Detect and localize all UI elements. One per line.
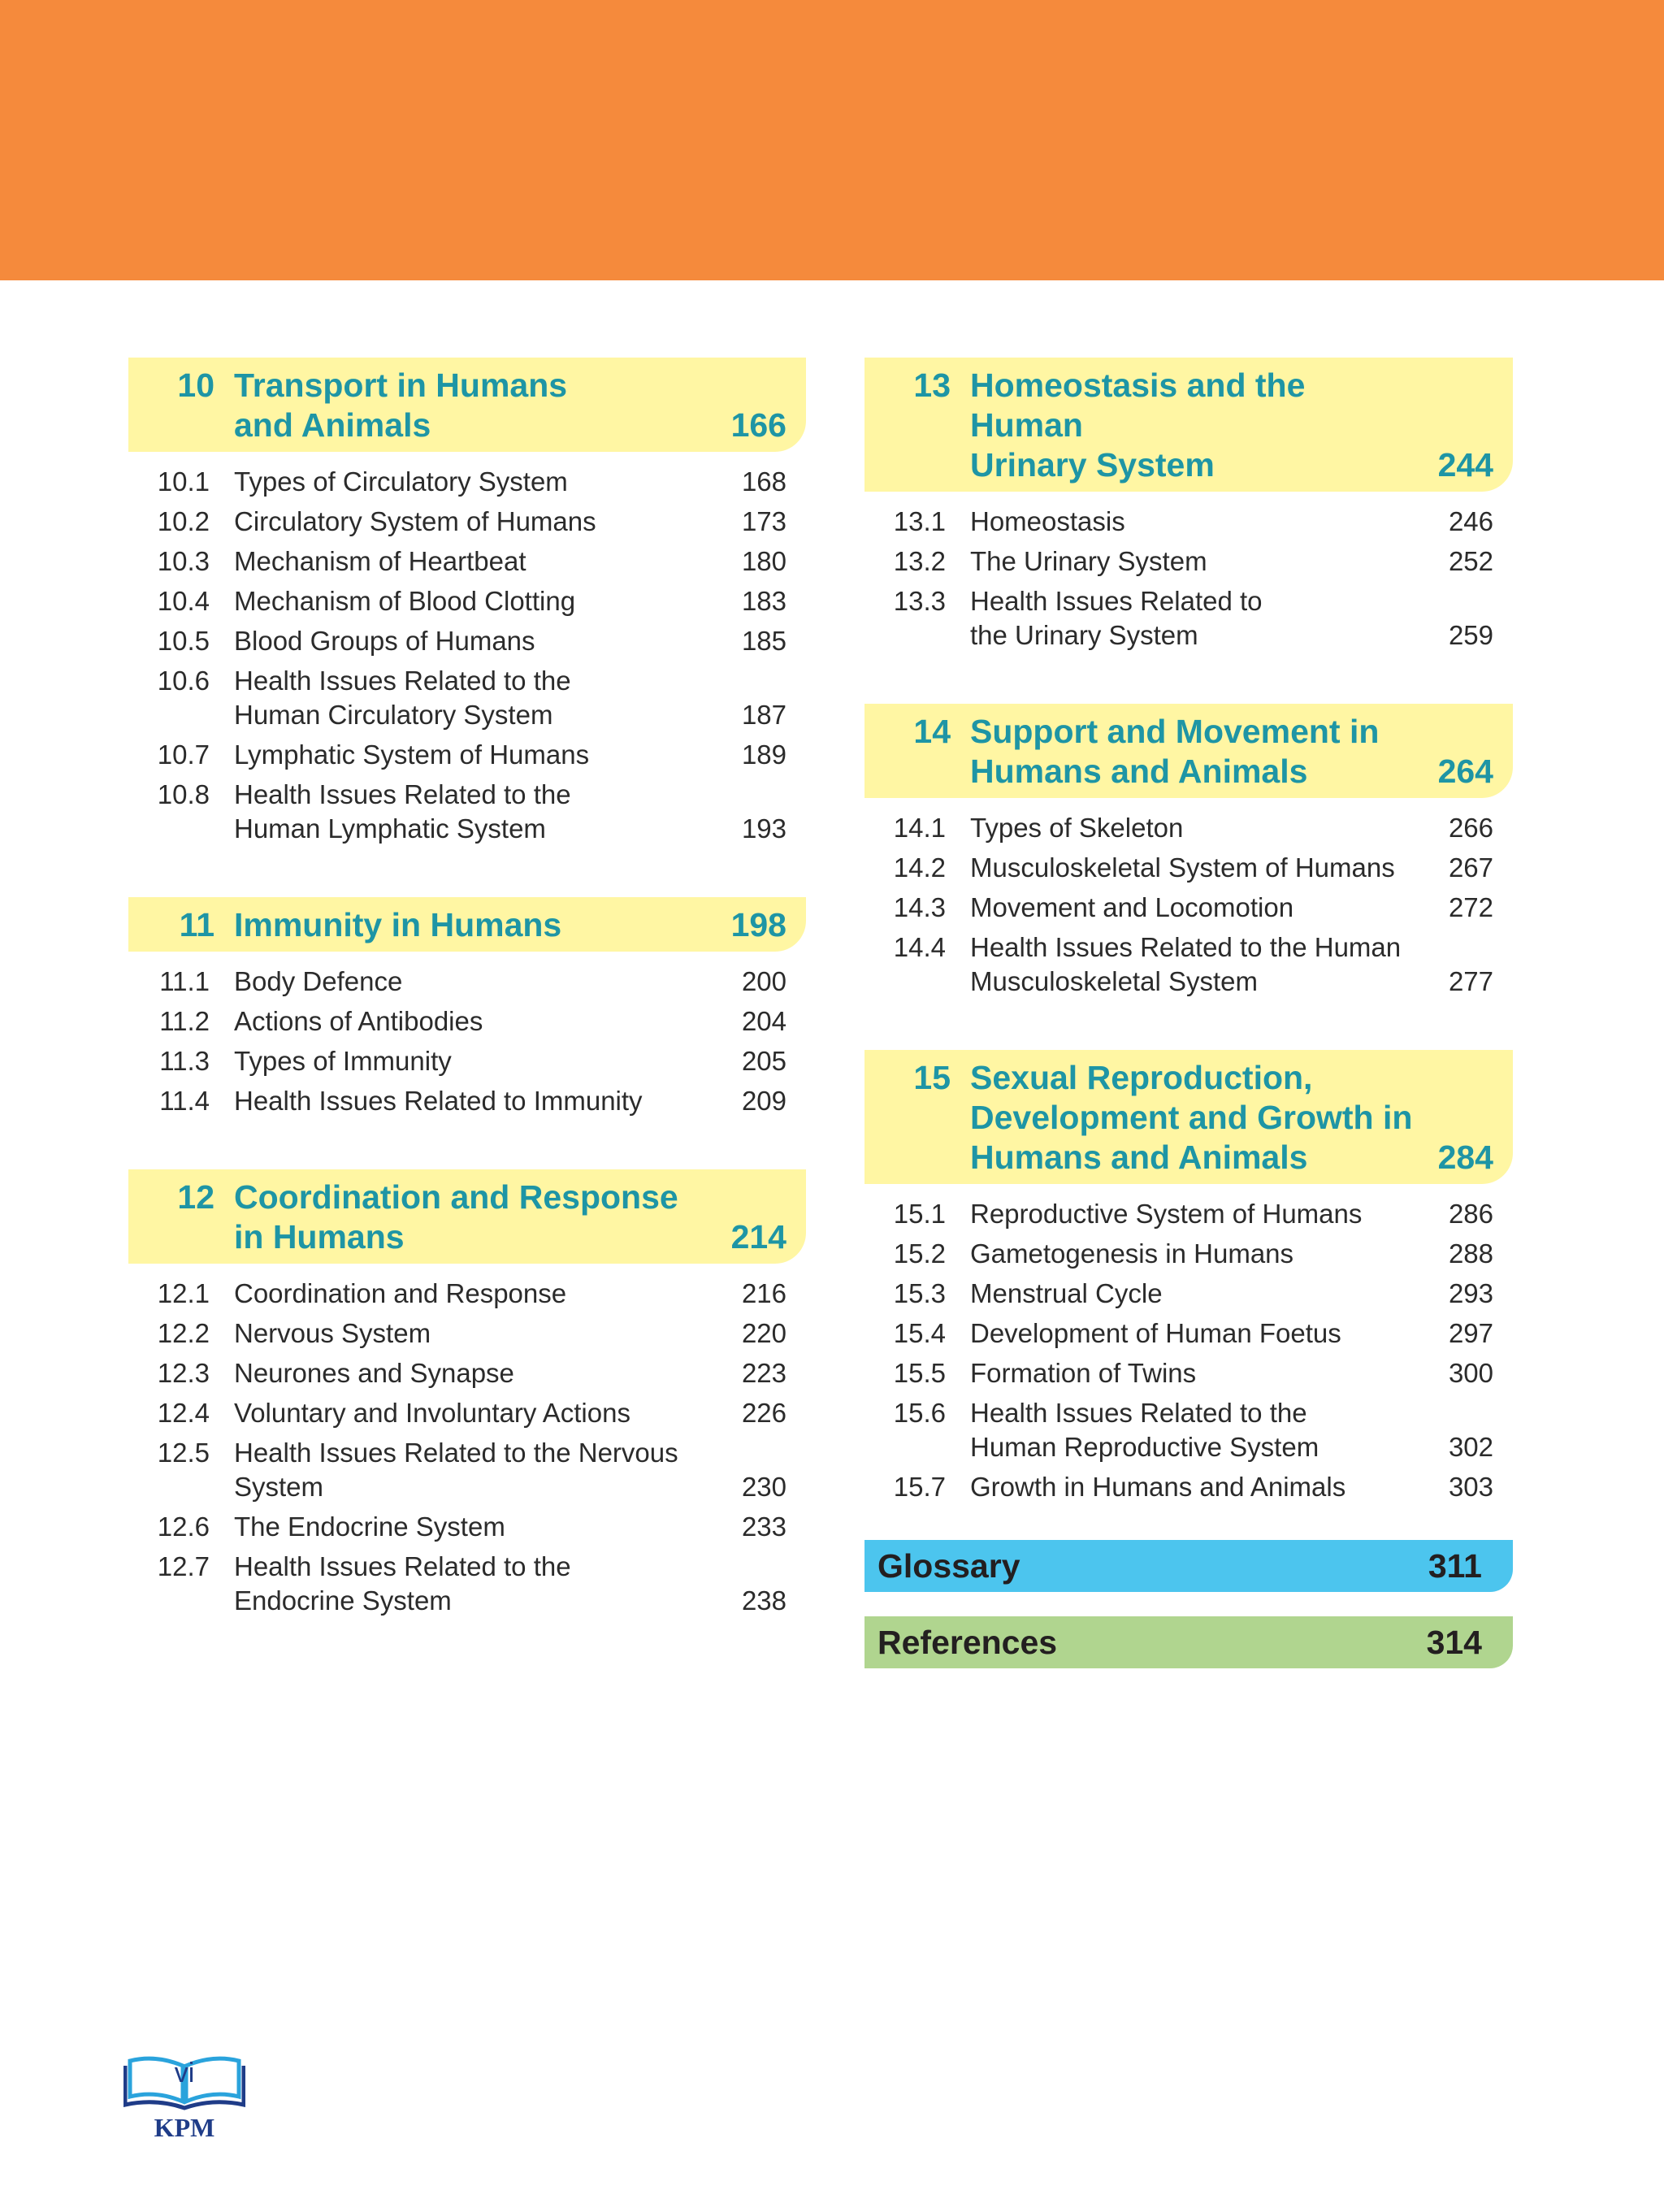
entry-title-line: Neurones and Synapse [234, 1358, 514, 1388]
entry-title-line: Health Issues Related to Immunity [234, 1086, 643, 1116]
chapter-10-heading[interactable] [128, 358, 806, 452]
entry-page: 216 [741, 1278, 786, 1308]
toc-right-column [864, 358, 1513, 1668]
entry-page: 286 [1448, 1199, 1493, 1229]
kpm-logo [124, 2046, 245, 2144]
entry-number: 12.5 [157, 1438, 210, 1468]
entry-title [234, 664, 708, 732]
entry-page: 185 [741, 626, 786, 656]
chapter-number: 15 [913, 1059, 951, 1096]
entry-title [234, 624, 708, 658]
entry-title-line: Health Issues Related to the [234, 779, 571, 809]
entry-number: 15.4 [893, 1318, 946, 1348]
entry-page: 193 [741, 813, 786, 844]
toc-entry[interactable] [864, 811, 1513, 845]
chapter-12-heading[interactable] [128, 1169, 806, 1264]
references-entry[interactable] [864, 1616, 1513, 1668]
entry-title-line: Types of Immunity [234, 1046, 452, 1076]
toc-entry[interactable] [128, 778, 806, 846]
toc-entry[interactable] [128, 1510, 806, 1544]
glossary-page: 311 [1428, 1546, 1482, 1585]
entry-title-line: Menstrual Cycle [970, 1278, 1163, 1308]
entry-title-line: Types of Skeleton [970, 813, 1184, 843]
entry-title-line: Gametogenesis in Humans [970, 1238, 1294, 1269]
entry-title [234, 544, 708, 579]
chapter-title-line: Support and Movement in [970, 713, 1380, 750]
toc-entry[interactable] [128, 1356, 806, 1390]
toc-entry[interactable] [128, 1550, 806, 1618]
entry-number: 11.2 [159, 1006, 210, 1036]
toc-entry[interactable] [864, 1277, 1513, 1311]
entry-title [970, 891, 1415, 925]
entry-title-line: Health Issues Related to the Nervous [234, 1438, 678, 1468]
entry-page: 259 [1448, 620, 1493, 650]
entry-title [234, 1550, 708, 1618]
toc-entry[interactable] [128, 965, 806, 999]
entry-number: 12.6 [157, 1512, 210, 1542]
entry-page: 267 [1448, 852, 1493, 883]
entry-number: 12.3 [157, 1358, 210, 1388]
chapter-15-subtopics [864, 1197, 1513, 1504]
entry-title-line: System [234, 1472, 324, 1502]
toc-entry[interactable] [864, 930, 1513, 999]
toc-entry[interactable] [864, 1197, 1513, 1231]
entry-page: 230 [741, 1472, 786, 1502]
entry-title [234, 1356, 708, 1390]
toc-entry[interactable] [128, 1316, 806, 1351]
chapter-title [970, 1058, 1415, 1178]
toc-entry[interactable] [128, 1004, 806, 1039]
entry-page: 189 [741, 740, 786, 770]
entry-title-line: Human Circulatory System [234, 700, 553, 730]
entry-title [970, 1356, 1415, 1390]
chapter-14-subtopics [864, 811, 1513, 999]
entry-title [970, 505, 1415, 539]
entry-title [970, 544, 1415, 579]
chapter-title-line: Humans and Animals [970, 1139, 1308, 1176]
entry-title-line: Body Defence [234, 966, 403, 996]
entry-page: 187 [741, 700, 786, 730]
chapter-title [970, 712, 1415, 792]
entry-number: 15.1 [893, 1199, 946, 1229]
toc-entry[interactable] [128, 505, 806, 539]
entry-number: 13.1 [893, 506, 946, 536]
entry-title-line: Health Issues Related to the Human [970, 932, 1402, 962]
toc-entry[interactable] [128, 1436, 806, 1504]
toc-entry[interactable] [864, 584, 1513, 653]
entry-number: 10.3 [157, 546, 210, 576]
entry-number: 10.7 [157, 740, 210, 770]
chapter-page: 198 [730, 906, 786, 943]
entry-title-line: Health Issues Related to the [234, 666, 571, 696]
publisher-label: KPM [154, 2113, 215, 2142]
toc-entry[interactable] [128, 664, 806, 732]
chapter-spacer [864, 658, 1513, 704]
toc-entry[interactable] [128, 1044, 806, 1078]
entry-title [234, 505, 708, 539]
entry-page: 288 [1448, 1238, 1493, 1269]
entry-number: 10.8 [157, 779, 210, 809]
entry-title-line: Homeostasis [970, 506, 1125, 536]
entry-number: 14.2 [893, 852, 946, 883]
entry-title [234, 1044, 708, 1078]
entry-page: 168 [741, 466, 786, 497]
toc-left-column [128, 358, 806, 1624]
entry-number: 13.3 [893, 586, 946, 616]
entry-page: 246 [1448, 506, 1493, 536]
entry-title [234, 1084, 708, 1118]
entry-page: 204 [741, 1006, 786, 1036]
entry-page: 223 [741, 1358, 786, 1388]
entry-page: 173 [741, 506, 786, 536]
entry-title [970, 1277, 1415, 1311]
toc-entry[interactable] [128, 584, 806, 618]
chapter-title [234, 905, 708, 945]
entry-title [234, 1316, 708, 1351]
entry-title [234, 465, 708, 499]
entry-title [234, 1396, 708, 1430]
chapter-13-heading[interactable] [864, 358, 1513, 492]
entry-title-line: The Urinary System [970, 546, 1207, 576]
entry-number: 15.5 [893, 1358, 946, 1388]
entry-title [970, 851, 1415, 885]
entry-title [234, 1277, 708, 1311]
entry-title-line: Development of Human Foetus [970, 1318, 1341, 1348]
chapter-15-heading[interactable] [864, 1050, 1513, 1184]
entry-number: 11.3 [159, 1046, 210, 1076]
entry-title-line: Coordination and Response [234, 1278, 567, 1308]
chapter-page: 214 [730, 1218, 786, 1256]
chapter-title [234, 1178, 708, 1257]
chapter-11-heading[interactable] [128, 897, 806, 952]
entry-number: 14.4 [893, 932, 946, 962]
entry-number: 12.7 [157, 1551, 210, 1581]
chapter-spacer [128, 852, 806, 897]
entry-number: 15.2 [893, 1238, 946, 1269]
toc-entry[interactable] [128, 1277, 806, 1311]
chapter-title-line: Transport in Humans [234, 366, 568, 404]
entry-title-line: Human Reproductive System [970, 1432, 1320, 1462]
toc-entry[interactable] [864, 1316, 1513, 1351]
entry-page: 233 [741, 1512, 786, 1542]
entry-title [234, 1004, 708, 1039]
entry-page: 209 [741, 1086, 786, 1116]
entry-title [234, 778, 708, 846]
toc-entry[interactable] [128, 544, 806, 579]
entry-number: 14.1 [893, 813, 946, 843]
entry-page: 297 [1448, 1318, 1493, 1348]
entry-title [970, 584, 1415, 653]
entry-title [970, 930, 1415, 999]
entry-title [970, 1316, 1415, 1351]
entry-title-line: Health Issues Related to [970, 586, 1263, 616]
entry-number: 10.2 [157, 506, 210, 536]
toc-entry[interactable] [864, 891, 1513, 925]
entry-number: 14.3 [893, 892, 946, 922]
entry-title [234, 965, 708, 999]
chapter-number: 11 [179, 906, 214, 943]
toc-entry[interactable] [128, 1396, 806, 1430]
toc-entry[interactable] [128, 1084, 806, 1118]
entry-title-line: Blood Groups of Humans [234, 626, 535, 656]
chapter-number: 14 [913, 713, 951, 750]
references-page: 314 [1426, 1623, 1482, 1661]
entry-number: 12.4 [157, 1398, 210, 1428]
entry-page: 293 [1448, 1278, 1493, 1308]
entry-title-line: Health Issues Related to the [970, 1398, 1307, 1428]
entry-page: 277 [1448, 966, 1493, 996]
entry-page: 300 [1448, 1358, 1493, 1388]
entry-number: 12.1 [157, 1278, 210, 1308]
toc-entry[interactable] [864, 1356, 1513, 1390]
entry-title-line: Movement and Locomotion [970, 892, 1294, 922]
entry-number: 15.7 [893, 1472, 946, 1502]
chapter-title-line: and Animals [234, 406, 431, 444]
toc-entry[interactable] [864, 851, 1513, 885]
glossary-entry[interactable] [864, 1540, 1513, 1592]
entry-title [234, 1510, 708, 1544]
header-band [0, 0, 1664, 280]
entry-title-line: Mechanism of Heartbeat [234, 546, 526, 576]
entry-number: 10.1 [157, 466, 210, 497]
toc-entry[interactable] [128, 624, 806, 658]
entry-page: 200 [741, 966, 786, 996]
entry-number: 11.4 [159, 1086, 210, 1116]
chapter-number: 13 [913, 366, 951, 404]
entry-title-line: Lymphatic System of Humans [234, 740, 590, 770]
chapter-12-subtopics [128, 1277, 806, 1618]
entry-title-line: Reproductive System of Humans [970, 1199, 1363, 1229]
entry-title-line: Endocrine System [234, 1585, 452, 1616]
chapter-11-subtopics [128, 965, 806, 1118]
entry-number: 15.6 [893, 1398, 946, 1428]
toc-entry[interactable] [864, 544, 1513, 579]
chapter-title-line: Immunity in Humans [234, 906, 562, 943]
chapter-number: 10 [177, 366, 214, 404]
chapter-number: 12 [177, 1178, 214, 1216]
chapter-title-line: Humans and Animals [970, 753, 1308, 790]
chapter-13-subtopics [864, 505, 1513, 653]
entry-page: 266 [1448, 813, 1493, 843]
entry-title-line: Musculoskeletal System of Humans [970, 852, 1395, 883]
entry-number: 10.5 [157, 626, 210, 656]
chapter-10-subtopics [128, 465, 806, 846]
chapter-title-line: in Humans [234, 1218, 405, 1256]
entry-page: 238 [741, 1585, 786, 1616]
entry-page: 303 [1448, 1472, 1493, 1502]
toc-right-chapters [864, 358, 1513, 1504]
entry-page: 272 [1448, 892, 1493, 922]
entry-page: 183 [741, 586, 786, 616]
entry-page: 180 [741, 546, 786, 576]
entry-title-line: The Endocrine System [234, 1512, 505, 1542]
chapter-14-heading[interactable] [864, 704, 1513, 798]
toc-entry[interactable] [864, 1396, 1513, 1464]
entry-title [970, 1197, 1415, 1231]
toc-entry[interactable] [864, 505, 1513, 539]
entry-title-line: Growth in Humans and Animals [970, 1472, 1346, 1502]
entry-title-line: the Urinary System [970, 620, 1198, 650]
entry-page: 302 [1448, 1432, 1493, 1462]
toc-entry[interactable] [864, 1470, 1513, 1504]
entry-title [234, 738, 708, 772]
entry-title-line: Health Issues Related to the [234, 1551, 571, 1581]
entry-title-line: Nervous System [234, 1318, 431, 1348]
toc-entry[interactable] [864, 1237, 1513, 1271]
entry-page: 226 [741, 1398, 786, 1428]
chapter-title [234, 366, 708, 445]
entry-number: 12.2 [157, 1318, 210, 1348]
entry-number: 10.6 [157, 666, 210, 696]
entry-title [970, 1396, 1415, 1464]
entry-page: 220 [741, 1318, 786, 1348]
toc-entry[interactable] [128, 465, 806, 499]
entry-title-line: Actions of Antibodies [234, 1006, 483, 1036]
entry-title-line: Types of Circulatory System [234, 466, 568, 497]
chapter-title-line: Homeostasis and the Human [970, 366, 1306, 444]
entry-number: 13.2 [893, 546, 946, 576]
entry-page: 205 [741, 1046, 786, 1076]
references-label: References [878, 1623, 1058, 1661]
entry-title [970, 811, 1415, 845]
entry-title-line: Circulatory System of Humans [234, 506, 596, 536]
entry-title [234, 1436, 708, 1504]
chapter-title-line: Coordination and Response [234, 1178, 678, 1216]
entry-title-line: Musculoskeletal System [970, 966, 1258, 996]
chapter-page: 284 [1437, 1139, 1493, 1176]
chapter-page: 244 [1437, 446, 1493, 484]
entry-number: 15.3 [893, 1278, 946, 1308]
entry-title [234, 584, 708, 618]
chapter-title-line: Sexual Reproduction, [970, 1059, 1313, 1096]
toc-entry[interactable] [128, 738, 806, 772]
entry-title [970, 1237, 1415, 1271]
entry-title-line: Human Lymphatic System [234, 813, 546, 844]
entry-title [970, 1470, 1415, 1504]
entry-title-line: Formation of Twins [970, 1358, 1197, 1388]
entry-title-line: Voluntary and Involuntary Actions [234, 1398, 630, 1428]
entry-title-line: Mechanism of Blood Clotting [234, 586, 576, 616]
chapter-title [970, 366, 1415, 485]
page-number: vi [174, 2058, 195, 2088]
glossary-label: Glossary [878, 1546, 1020, 1585]
chapter-title-line: Urinary System [970, 446, 1215, 484]
entry-number: 10.4 [157, 586, 210, 616]
chapter-spacer [864, 1004, 1513, 1050]
entry-page: 252 [1448, 546, 1493, 576]
entry-number: 11.1 [159, 966, 210, 996]
chapter-spacer [128, 1124, 806, 1169]
chapter-title-line: Development and Growth in [970, 1099, 1413, 1136]
chapter-page: 264 [1437, 753, 1493, 790]
chapter-page: 166 [730, 406, 786, 444]
